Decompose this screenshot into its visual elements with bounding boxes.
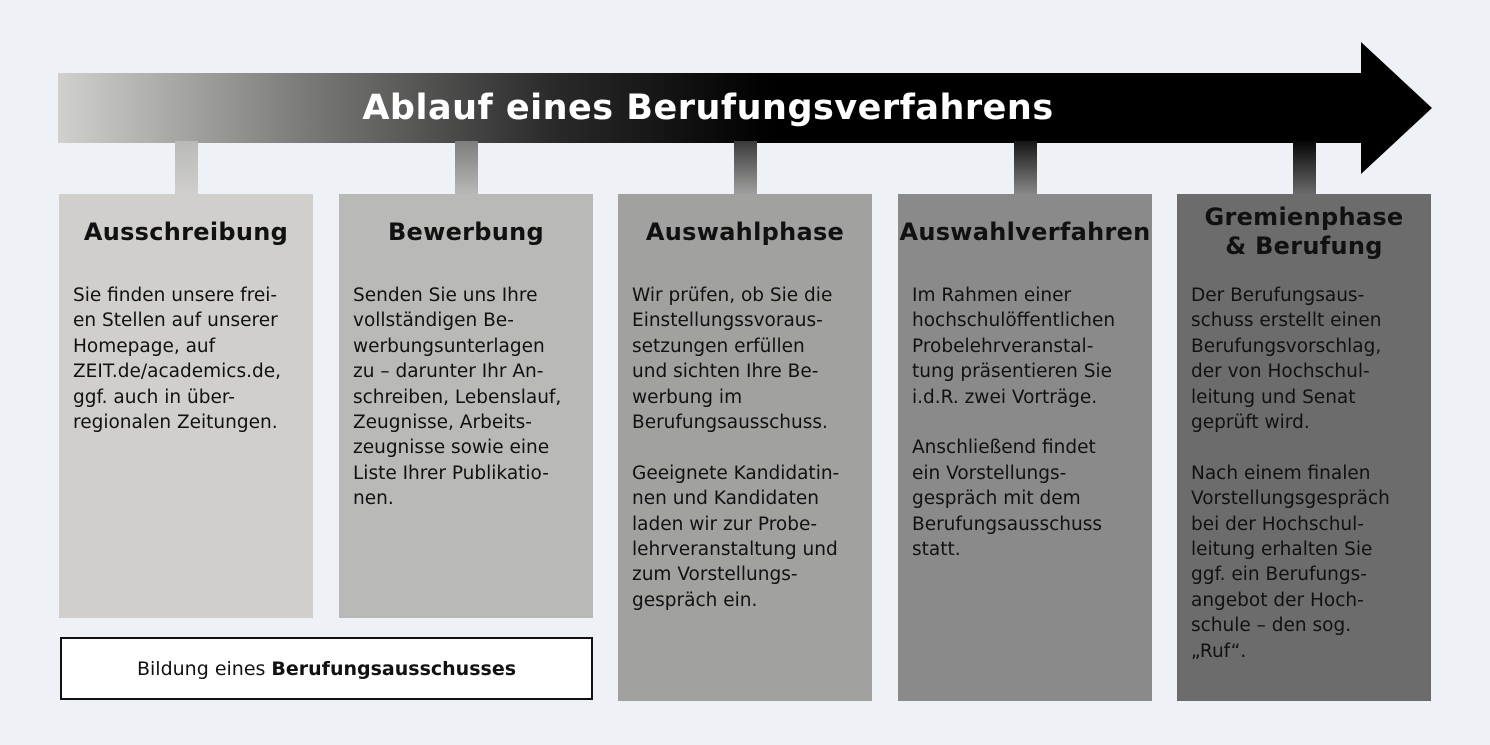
committee-emphasis: Berufungsausschusses bbox=[271, 657, 517, 680]
connector-5 bbox=[1293, 141, 1316, 195]
diagram-title: Ablauf eines Berufungsverfahrens bbox=[362, 88, 1054, 128]
stage-auswahlphase bbox=[618, 194, 872, 701]
stage-description: Im Rahmen einer hochschulöffentlichen Probelehrveranstal- tung präsentieren Sie i.d.R. zwei Vorträge. Anschließend findet ein Vorstellungs- gespräch mit dem Berufungsausschuss statt. bbox=[912, 285, 1116, 561]
committee-prefix: Bildung eines bbox=[136, 657, 266, 680]
stage-title: Ausschreibung bbox=[83, 217, 289, 246]
stage-description: Senden Sie uns Ihre vollständigen Be- werbungsunterlagen zu – darunter Ihr An- schreiben, Lebenslauf, Zeugnisse, Arbeits- zeugnisse sowie eine Liste Ihrer Publikatio- nen. bbox=[353, 285, 562, 510]
stage-description: Wir prüfen, ob Sie die Einstellungssvoraus- setzungen erfüllen und sichten Ihre Be- werbung im Berufungsausschuss. Geeignete Kandidatin- nen und Kandidaten laden wir zur Probe- lehrveranstaltung und zum Vorstellungs- gespräch ein. bbox=[632, 285, 840, 611]
committee-formation-box bbox=[60, 637, 593, 700]
stage-bewerbung bbox=[339, 194, 593, 618]
stage-description: Sie finden unsere frei- en Stellen auf unserer Homepage, auf ZEIT.de/academics.de, ggf. auch in über- regionalen Zeitungen. bbox=[73, 285, 281, 434]
stage-ausschreibung bbox=[59, 194, 313, 618]
connector-2 bbox=[455, 141, 478, 195]
stage-title: Auswahlphase bbox=[645, 217, 845, 246]
stage-title: Gremienphase & Berufung bbox=[1204, 203, 1404, 260]
connector-3 bbox=[734, 141, 757, 195]
stage-auswahlverfahren bbox=[898, 194, 1152, 701]
stage-description: Der Berufungsaus- schuss erstellt einen Berufungsvorschlag, der von Hochschul- leitung und Senat geprüft wird. Nach einem finalen Vorstellungsgespräch bei der Hochschul- leitung erhalten Sie ggf. ein Berufungs- angebot der Hoch- schule – den sog. „Ruf“. bbox=[1191, 285, 1390, 662]
stage-gremienphase-berufung bbox=[1177, 194, 1431, 701]
stage-title: Bewerbung bbox=[387, 217, 545, 246]
connector-1 bbox=[175, 141, 198, 195]
stage-title: Auswahlverfahren bbox=[899, 217, 1151, 246]
connector-4 bbox=[1014, 141, 1037, 195]
